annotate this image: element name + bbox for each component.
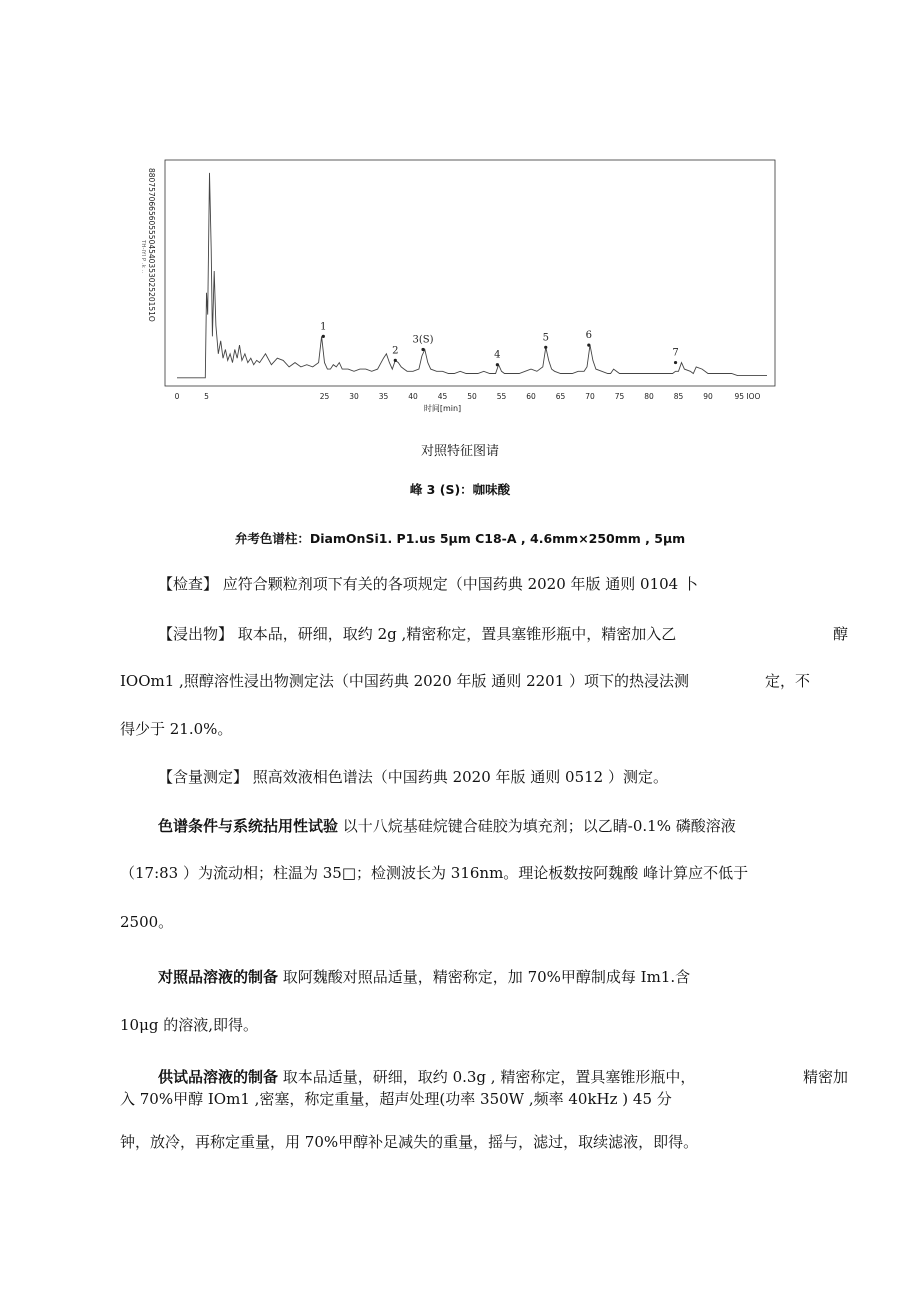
x-tick-label: 60 xyxy=(526,392,536,401)
column-caption: 弁考色谱柱：DiamOnSi1. P1.us 5μm C18-A , 4.6mm×250mm , 5μm xyxy=(234,531,686,546)
conditions-line-3: 2500。 xyxy=(120,913,174,931)
conditions-line-1 xyxy=(120,817,848,835)
test-line-2: 入 70%甲醇 IOm1 ,密塞，称定重量，超声处理(功率 350W ,频率 40kHz ) 45 分 xyxy=(120,1090,672,1108)
reference-text-1: 取阿魏酸对照品适量，精密称定，加 70%甲醇制成每 Im1.含 xyxy=(282,968,691,986)
peak-marker-5 xyxy=(544,346,547,349)
x-tick-label: 35 xyxy=(378,392,389,401)
x-axis-label: 时间[min] xyxy=(423,404,462,413)
check-paragraph xyxy=(120,575,848,593)
x-tick-label: 45 xyxy=(437,392,448,401)
peak-label-6: 6 xyxy=(585,330,593,342)
assay-body: 照高效液相色谱法（中国药典 2020 年版 通则 0512 ）测定。 xyxy=(252,768,668,786)
conditions-heading: 色谱条件与系统拈用性试验 xyxy=(158,817,339,835)
x-tick-label: 55 xyxy=(496,392,507,401)
extract-line-1 xyxy=(120,625,848,643)
conditions-line-2: （17:83 ）为流动相；柱温为 35□；检测波长为 316nm。理论板数按阿魏酸 峰计算应不低于 xyxy=(120,864,749,882)
reference-heading: 对照品溶液的制备 xyxy=(158,968,279,986)
assay-paragraph xyxy=(120,768,848,786)
extract-line-2 xyxy=(120,672,810,690)
y-axis-label-secondary: TH-IYI P .k .. xyxy=(140,240,146,274)
extract-heading: 【浸出物】 xyxy=(158,625,234,643)
extract-text-2b: 定，不 xyxy=(764,672,810,690)
check-body: 应符合颗粒剂项下有关的各项规定（中国药典 2020 年版 通则 0104 卜 xyxy=(222,575,698,593)
peak-label-5: 5 xyxy=(542,332,549,344)
x-tick-label: 70 xyxy=(585,392,595,401)
peak-label-2: 2 xyxy=(392,345,399,357)
peak-marker-6 xyxy=(587,344,590,347)
peak-label-1: 1 xyxy=(320,321,327,333)
extract-text-1a: 取本品，研细，取约 2g ,精密称定，置具塞锥形瓶中，精密加入乙 xyxy=(237,625,677,643)
test-text-1b: 精密加 xyxy=(802,1068,848,1086)
y-axis-label: 8807570665605550454035302520151O xyxy=(147,168,156,322)
reference-line-1 xyxy=(120,968,848,986)
x-tick-label: 30 xyxy=(349,392,359,401)
peak-label-3: 3(S) xyxy=(412,334,434,346)
reference-line-2: 10μg 的溶液,即得。 xyxy=(120,1016,258,1034)
x-tick-label: 85 xyxy=(673,392,684,401)
chromatogram-chart xyxy=(140,155,790,425)
peak-marker-7 xyxy=(674,361,677,364)
peak-marker-1 xyxy=(322,335,325,338)
x-tick-label: 0 xyxy=(174,392,180,401)
peak3-caption: 峰 3 (S)：咖味酸 xyxy=(409,482,511,497)
test-heading: 供试品溶液的制备 xyxy=(158,1068,279,1086)
test-line-3: 钟，放冷，再称定重量，用 70%甲醇补足减失的重量，摇与，滤过，取续滤液，即得。 xyxy=(120,1133,699,1151)
x-tick-label: 25 xyxy=(319,392,330,401)
assay-heading: 【含量测定】 xyxy=(158,768,249,786)
test-text-1a: 取本品适量，研细，取约 0.3g , 精密称定，置具塞锥形瓶中， xyxy=(282,1068,696,1086)
peak-marker-4 xyxy=(496,363,499,366)
x-tick-label: 65 xyxy=(555,392,566,401)
chart-title: 对照特征图请 xyxy=(420,444,499,459)
peak-marker-2 xyxy=(394,359,397,362)
peak-marker-3 xyxy=(421,348,424,351)
peak-label-7: 7 xyxy=(672,347,679,359)
x-tick-label: 90 xyxy=(703,392,713,401)
extract-text-2a: IOOm1 ,照醇溶性浸出物测定法（中国药典 2020 年版 通则 2201 ）项下的热浸法测 xyxy=(120,672,690,690)
x-tick-label: 40 xyxy=(408,392,418,401)
x-tick-label: 50 xyxy=(467,392,477,401)
x-tick-label: 95 IOO xyxy=(734,392,761,401)
check-heading: 【检查】 xyxy=(158,575,219,593)
extract-line-3: 得少于 21.0%。 xyxy=(120,720,233,738)
extract-text-1b: 醇 xyxy=(832,625,848,643)
x-tick-label: 80 xyxy=(644,392,654,401)
conditions-text-1: 以十八烷基硅烷键合硅胶为填充剂；以乙睛-0.1% 磷酸溶液 xyxy=(342,817,736,835)
chromatogram-svg xyxy=(140,155,790,425)
x-tick-label: 5 xyxy=(204,392,209,401)
plot-frame xyxy=(165,160,775,386)
test-line-1 xyxy=(120,1068,848,1086)
x-tick-label: 75 xyxy=(614,392,625,401)
peak-label-4: 4 xyxy=(494,349,501,361)
